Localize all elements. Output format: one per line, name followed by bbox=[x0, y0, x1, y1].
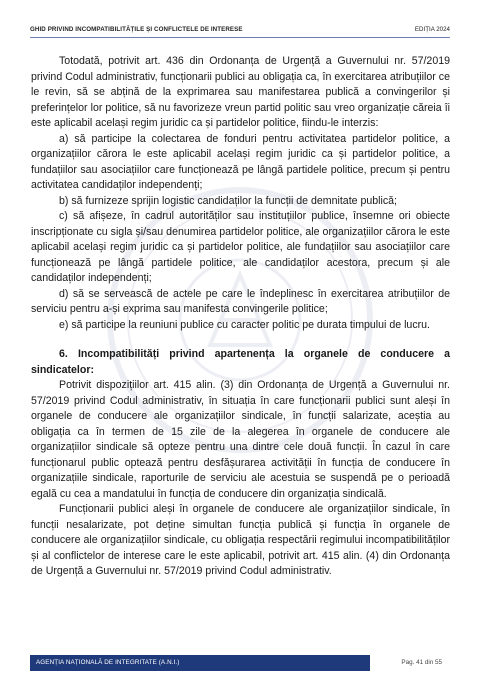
paragraph-intro: Totodată, potrivit art. 436 din Ordonanța de Urgență a Guvernului nr. 57/2019 privind Codul administrativ, funcționarii publici au obligația ca, în exercitarea atribuțiilor ce le revin, să se abțină de la exprimarea sau manifestarea publică a convingerilor și preferințelor lor politice, să nu favorizeze vreun partid politic sau vreo organizație căreia îi este aplicabil același regim juridic ca și partidelor politice, fiindu-le interzis: bbox=[31, 55, 450, 129]
section-heading-text: Incompatibilități privind apartenența la organele de conducere a sindicatelor: bbox=[31, 348, 450, 376]
header-rule bbox=[30, 37, 450, 38]
page-footer bbox=[30, 655, 450, 671]
list-item-b: b) să furnizeze sprijin logistic candidaților la funcții de demnitate publică; bbox=[59, 194, 397, 207]
list-item-e: e) să participe la reuniuni publice cu caracter politic pe durata timpului de lucru. bbox=[59, 318, 430, 331]
document-body bbox=[31, 54, 450, 580]
page-number: Pag. 41 din 55 bbox=[401, 659, 442, 666]
footer-page-box bbox=[370, 655, 450, 671]
section-number: 6. bbox=[59, 348, 68, 360]
list-item-c: c) să afișeze, în cadrul autorităților sau instituțiilor publice, însemne ori obiecte inscripționate cu sigla și/sau denumirea partidelor politice, ale organizațiilor cărora le este aplicabil același regim juridic ca și partidelor politice, ale fundațiilor sau asociațiilor care funcționează pe lângă partidele politice, ale candidaților acestora, precum și ale candidaților independenți; bbox=[31, 210, 450, 284]
list-item-d: d) să se servească de actele pe care le îndeplinesc în exercitarea atribuțiilor de serviciu pentru a-și exprima sau manifesta convingerile politice; bbox=[31, 287, 450, 315]
section-heading bbox=[31, 347, 450, 378]
header-title: GHID PRIVIND INCOMPATIBILITĂȚILE ȘI CONFLICTELE DE INTERESE bbox=[30, 26, 243, 33]
footer-agency: AGENȚIA NAȚIONALĂ DE INTEGRITATE (A.N.I.) bbox=[36, 659, 180, 666]
list-item-a: a) să participe la colectarea de fonduri pentru activitatea partidelor politice, a organizațiilor cărora le este aplicabil același regim juridic ca și partidelor politice, a fundațiilor sau asociațiilor care funcționează pe lângă partidele politice, precum și pentru activitatea candidaților independenți; bbox=[31, 132, 450, 191]
page-header bbox=[30, 18, 450, 38]
paragraph-union-unpaid: Funcționarii publici aleși în organele de conducere ale organizațiilor sindicale, în funcții nesalarizate, pot deține simultan funcția publică și funcția în organele de conducere ale organizațiilor sindicale, cu obligația respectării regimului incompatibilităților și al conflictelor de interese care le este aplicabil, potrivit art. 415 alin. (4) din Ordonanța de Urgență a Guvernului nr. 57/2019 privind Codul administrativ. bbox=[31, 503, 450, 577]
paragraph-union-elected: Potrivit dispozițiilor art. 415 alin. (3) din Ordonanța de Urgență a Guvernului nr. 57/2019 privind Codul administrativ, în situația în care funcționarii publici sunt aleși în organele de conducere ale organizațiilor sindicale, în funcții salarizate, aceștia au obligația ca în termen de 15 zile de la alegerea în organele de conducere ale organizațiilor sindicale să opteze pentru una dintre cele două funcții. În cazul în care funcționarul public optează pentru desfășurarea activității în funcția de conducere în organizațiile sindicale, raporturile de serviciu ale acestuia se suspendă pe o perioadă egală cu cea a mandatului în funcția de conducere din organizația sindicală. bbox=[31, 379, 450, 500]
header-edition: EDIȚIA 2024 bbox=[414, 26, 450, 33]
